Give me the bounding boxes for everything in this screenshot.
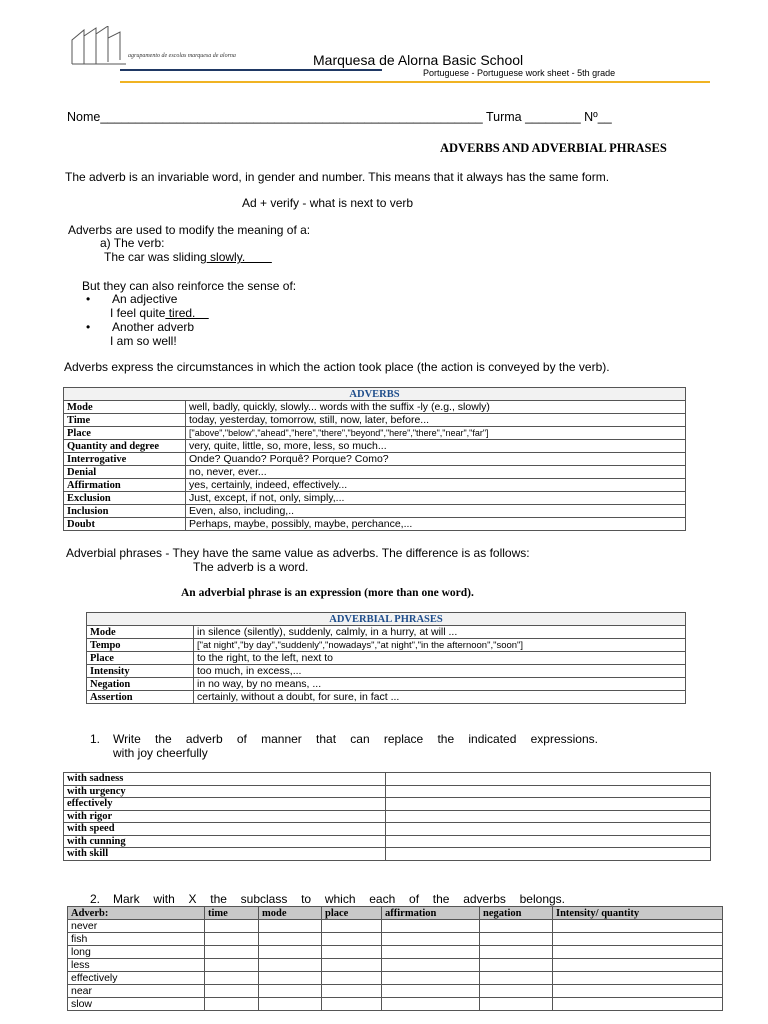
mark-cell[interactable] [480,972,553,985]
adverb-cell: effectively [68,972,205,985]
expression-cell: with cunning [64,835,386,848]
exercise2-row [68,946,723,959]
mark-cell[interactable] [259,920,322,933]
adverb-examples: Onde? Quando? Porquê? Porque? Como? [186,453,686,466]
mark-cell[interactable] [480,985,553,998]
mark-cell[interactable] [553,985,723,998]
adjective-example [110,306,209,320]
exercise2-row [68,998,723,1011]
adverb-examples: very, quite, little, so, more, less, so much... [186,440,686,453]
mark-cell[interactable] [205,972,259,985]
exercise1-instruction: Write the adverb of manner that can replace the indicated expressions. [113,732,598,746]
mark-cell[interactable] [322,985,382,998]
bullet-adverb: Another adverb [112,320,195,334]
answer-cell[interactable] [386,773,711,786]
phrase-type: Tempo [87,639,194,652]
adverbs-table-row [64,505,686,518]
mark-cell[interactable] [259,985,322,998]
answer-cell[interactable] [386,835,711,848]
phrases-table-row [87,691,686,704]
adverb-type: Denial [64,466,186,479]
worksheet-subtitle: Portuguese - Portuguese work sheet - 5th grade [423,68,616,78]
adverbs-table-row [64,479,686,492]
adverbs-table-heading: ADVERBS [64,388,686,401]
mark-cell[interactable] [259,998,322,1011]
exercise2-row [68,985,723,998]
adverb-cell: slow [68,998,205,1011]
phrases-table-row [87,665,686,678]
mark-cell[interactable] [480,920,553,933]
adverbial-phrases-table [86,612,686,704]
adverb-cell: near [68,985,205,998]
adverbs-table-row [64,453,686,466]
mark-cell[interactable] [205,920,259,933]
mark-cell[interactable] [553,946,723,959]
mark-cell[interactable] [322,933,382,946]
phrase-examples: in no way, by no means, ... [194,678,686,691]
exercise1-row [64,785,711,798]
adverbs-table-row [64,492,686,505]
verb-item: a) The verb: [100,236,165,250]
mark-cell[interactable] [382,946,480,959]
adverb-type: Inclusion [64,505,186,518]
exercise2-row [68,972,723,985]
adverbs-table-row [64,466,686,479]
reinforce-text: But they can also reinforce the sense of: [82,279,297,293]
mark-cell[interactable] [205,959,259,972]
column-header: place [322,907,382,920]
phrases-table-heading: ADVERBIAL PHRASES [87,613,686,626]
column-header: negation [480,907,553,920]
phrase-type: Place [87,652,194,665]
adverb-examples: Just, except, if not, only, simply,... [186,492,686,505]
mark-cell[interactable] [322,959,382,972]
mark-cell[interactable] [553,920,723,933]
phrase-examples: certainly, without a doubt, for sure, in fact ... [194,691,686,704]
phrases-table-row [87,652,686,665]
mark-cell[interactable] [205,985,259,998]
exercise2-table [67,906,723,1011]
mark-cell[interactable] [480,959,553,972]
verb-example [104,250,272,264]
mark-cell[interactable] [480,933,553,946]
mark-cell[interactable] [259,972,322,985]
adverbs-table-row [64,414,686,427]
exercise1-row [64,810,711,823]
adverb-cell: long [68,946,205,959]
mark-cell[interactable] [382,985,480,998]
adverb-type: Mode [64,401,186,414]
bullet-dot: • [86,320,91,334]
mark-cell[interactable] [553,959,723,972]
adverb-type: Quantity and degree [64,440,186,453]
mnemonic: Ad + verify - what is next to verb [242,196,414,210]
phrase-type: Negation [87,678,194,691]
phrases-table-row [87,639,686,652]
phrase-examples: too much, in excess,... [194,665,686,678]
column-header: time [205,907,259,920]
mark-cell[interactable] [480,946,553,959]
column-header: mode [259,907,322,920]
answer-cell[interactable] [386,823,711,836]
column-header: affirmation [382,907,480,920]
adverb-type: Place [64,427,186,440]
mark-cell[interactable] [382,920,480,933]
phrase-examples: in silence (silently), suddenly, calmly, in a hurry, at will ... [194,626,686,639]
answer-cell[interactable] [386,785,711,798]
logo-text: agrupamento de escolas marquesa de alorna [128,53,236,59]
adverb-examples: no, never, ever... [186,466,686,479]
mark-cell[interactable] [259,959,322,972]
exercise2-row [68,959,723,972]
adverb-examples: well, badly, quickly, slowly... words with the suffix -ly (e.g., slowly) [186,401,686,414]
expression-cell: with urgency [64,785,386,798]
adverb-examples: ["above","below","ahead","here","there","beyond","here","there","near","far"] [186,427,686,440]
circumstances-text: Adverbs express the circumstances in which the action took place (the action is conveyed by the verb). [64,360,610,374]
exercise1-row [64,773,711,786]
verb-example-word: slowly. [206,250,272,264]
student-name-line[interactable]: Nome_______________________________________________________ Turma ________ Nº__ [67,110,612,124]
adverb-type: Exclusion [64,492,186,505]
header-divider [120,81,710,83]
column-header: Adverb: [68,907,205,920]
exercise1-table [63,772,711,861]
mark-cell[interactable] [382,959,480,972]
adverb-examples: Perhaps, maybe, possibly, maybe, perchance,... [186,518,686,531]
mark-cell[interactable] [205,933,259,946]
exercise1-number: 1. [90,732,101,746]
answer-cell[interactable] [386,798,711,811]
adverb-is-word: The adverb is a word. [193,560,309,574]
adverbs-table-row [64,440,686,453]
exercise2-instruction: Mark with X the subclass to which each of the adverbs belongs. [113,892,565,906]
exercise2-row [68,920,723,933]
exercise2-number: 2. [90,892,101,906]
adjective-example-word: tired. [165,306,209,320]
phrases-table-row [87,678,686,691]
phrase-type: Intensity [87,665,194,678]
expression-cell: with speed [64,823,386,836]
mark-cell[interactable] [382,933,480,946]
adverbs-table-row [64,518,686,531]
exercise1-row [64,798,711,811]
exercise1-row [64,823,711,836]
mark-cell[interactable] [480,998,553,1011]
adjective-example-text: I feel quite [110,306,166,320]
mark-cell[interactable] [205,946,259,959]
answer-cell[interactable] [386,810,711,823]
phrase-examples: to the right, to the left, next to [194,652,686,665]
expression-cell: with sadness [64,773,386,786]
bullet-adjective: An adjective [112,292,178,306]
expression-cell: with skill [64,848,386,861]
bullet-dot: • [86,292,91,306]
mark-cell[interactable] [322,998,382,1011]
mark-cell[interactable] [322,972,382,985]
phrases-intro: Adverbial phrases - They have the same value as adverbs. The difference is as follows: [66,546,530,560]
adverb-definition: The adverb is an invariable word, in gender and number. This means that it always has the same form. [65,170,610,184]
school-name: Marquesa de Alorna Basic School [313,52,524,68]
adverbs-table-row [64,401,686,414]
modify-text: Adverbs are used to modify the meaning of a: [68,223,311,237]
mark-cell[interactable] [382,972,480,985]
mark-cell[interactable] [322,920,382,933]
exercise1-row [64,835,711,848]
adverb-example: I am so well! [110,334,177,348]
mark-cell[interactable] [553,972,723,985]
phrase-examples: ["at night","by day","suddenly","nowadays","at night","in the afternoon","soon"] [194,639,686,652]
phrase-type: Assertion [87,691,194,704]
logo-divider [120,69,382,71]
adverb-cell: never [68,920,205,933]
adverb-examples: Even, also, including,.. [186,505,686,518]
exercise1-example: with joy cheerfully [113,746,208,760]
answer-cell[interactable] [386,848,711,861]
adverb-type: Interrogative [64,453,186,466]
exercise2-row [68,933,723,946]
expression-cell: with rigor [64,810,386,823]
mark-cell[interactable] [259,933,322,946]
expression-cell: effectively [64,798,386,811]
mark-cell[interactable] [259,946,322,959]
column-header: Intensity/ quantity [553,907,723,920]
exercise1-row [64,848,711,861]
page-title: ADVERBS AND ADVERBIAL PHRASES [440,141,667,155]
phrases-table-row [87,626,686,639]
verb-example-text: The car was sliding [104,250,207,264]
adverb-cell: less [68,959,205,972]
adverb-cell: fish [68,933,205,946]
phrase-type: Mode [87,626,194,639]
school-logo-icon [70,26,130,66]
adverbs-table-row [64,427,686,440]
adverb-type: Affirmation [64,479,186,492]
adverb-examples: yes, certainly, indeed, effectively... [186,479,686,492]
mark-cell[interactable] [553,998,723,1011]
mark-cell[interactable] [322,946,382,959]
adverb-examples: today, yesterday, tomorrow, still, now, later, before... [186,414,686,427]
phrase-definition: An adverbial phrase is an expression (more than one word). [181,587,474,599]
mark-cell[interactable] [205,998,259,1011]
mark-cell[interactable] [382,998,480,1011]
adverb-type: Time [64,414,186,427]
mark-cell[interactable] [553,933,723,946]
adverb-type: Doubt [64,518,186,531]
adverbs-table [63,387,686,531]
